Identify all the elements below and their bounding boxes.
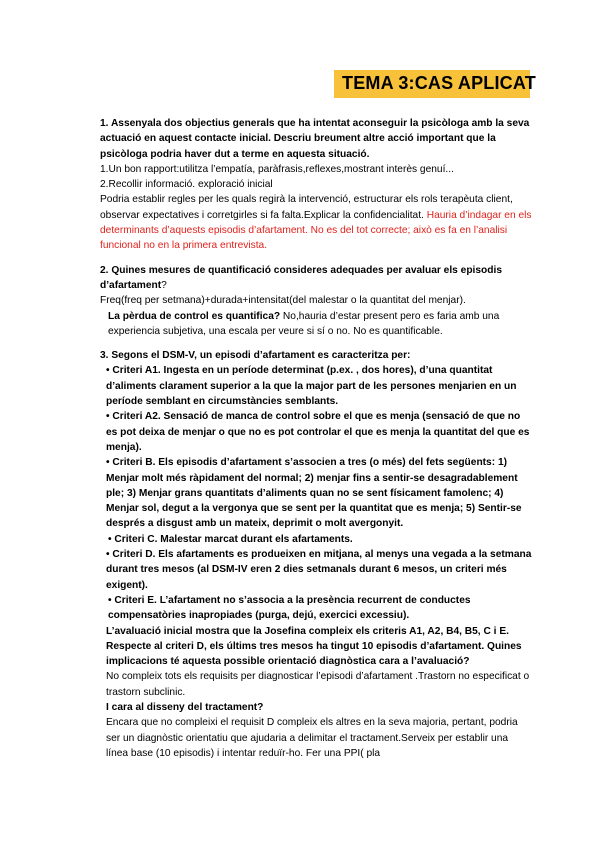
question-2 <box>100 263 532 294</box>
q1-answer-1: 1.Un bon rapport:utilitza l’empatía, paràfrasis,reflexes,mostrant interès genuí... <box>100 163 454 175</box>
criteri-e: • Criteri E. L’afartament no s’associa a la presència recurrent de conductes compensatòries inapropiades (purga, dejú, exercici excessiu). <box>108 594 471 622</box>
evaluation-question: L’avaluació inicial mostra que la Josefina compleix els criteris A1, A2, B4, B5, C i E. Respecte al criteri D, els últims tres mesos ha tingut 10 episodis d’afartament. Quines implicacions té aquesta possible orientació diagnòstica cara a l’avaluació? <box>106 625 522 668</box>
q2-sub-answer: No,hauria d’estar present pero es faria amb una experiencia subjetiva, una escala per veure si sí o no. No es quantificable. <box>108 310 500 337</box>
page-title: TEMA 3:CAS APLICAT <box>342 73 536 93</box>
evaluation-answer: No compleix tots els requisits per diagnosticar l’episodi d’afartament .Trastorn no especificat o trastorn subclinic. <box>106 671 530 698</box>
q1-answer-3-text: Podria establir regles per les quals regirà la intervenció, estructurar els rols terapèuta client, observar expectatives i corretgirles si fa falta.Explicar la confidencialitat. <box>100 194 513 221</box>
question-2-mark: ? <box>161 279 167 291</box>
criteri-c: • Criteri C. Malestar marcat durant els afartaments. <box>108 533 353 545</box>
q2-sub-question-bold: La pèrdua de control es quantifica? <box>108 310 281 322</box>
q1-answer-3 <box>100 192 532 253</box>
question-3: 3. Segons el DSM-V, un episodi d’afartament es caracteritza per: <box>100 350 411 362</box>
title-highlight <box>334 70 536 98</box>
document-body <box>100 116 532 761</box>
criteri-d: • Criteri D. Els afartaments es produeixen en mitjana, al menys una vegada a la setmana durant tres mesos (al DSM-IV eren 2 dies setmanals durant 6 mesos, un criteri més exigent). <box>106 549 532 591</box>
criteri-b: • Criteri B. Els episodis d’afartament s’associen a tres (o més) del fets següents: 1) Menjar molt més ràpidament del normal; 2) menjar fins a sentir-se desagradablement ple; 3) Menjar grans quantitats d’aliments quan no se sent físicament famolenc; 4) Menjar sol, degut a la vergonya que se sent per la quantitat que es menja; 5) Sentir-se després a disgust amb un mateix, deprimit o molt avergonyit. <box>106 457 522 530</box>
q1-answer-2: 2.Recollir informació. exploració inicial <box>100 179 273 191</box>
q2-sub-question <box>100 309 532 340</box>
design-question: I cara al disseny del tractament? <box>106 701 264 713</box>
question-2-text: 2. Quines mesures de quantificació consideres adequades per avaluar els episodis d’afartament <box>100 264 502 291</box>
question-1: 1. Assenyala dos objectius generals que ha intentat aconseguir la psicòloga amb la seva actuació en aquest contacte inicial. Descriu breument altre acció important que la psicòloga podria haver dut a terme en aquesta situació. <box>100 118 530 160</box>
q1-answer-3-correction: Hauria d’indagar en els determinants d’aquests episodis d’afartament. No es del tot correcte; això es fa en l’analisi funcional no en la primera entrevista. <box>100 209 532 252</box>
criteri-a1: • Criteri A1. Ingesta en un període determinat (p.ex. , dos hores), d’una quantitat d’aliments clarament superior a la que la major part de les persones menjarien en un període semblant en circumstàncies semblants. <box>106 365 517 408</box>
q2-answer-1: Freq(freq per setmana)+durada+intensitat(del malestar o la quantitat del menjar). <box>100 295 466 307</box>
criteri-a2: • Criteri A2. Sensació de manca de control sobre el que es menja (sensació de que no es pot deixa de menjar o que no es pot controlar el que es menja la quantitat del que es menja). <box>106 411 530 453</box>
design-answer: Encara que no compleixi el requisit D compleix els altres en la seva majoria, pertant, podria ser un diagnòstic orientatiu que ajudaria a delimitar el tractament.Serveix per establir una línea base (10 episodis) i intentar reduïr-ho. Fer una PPI( pla <box>106 717 518 759</box>
